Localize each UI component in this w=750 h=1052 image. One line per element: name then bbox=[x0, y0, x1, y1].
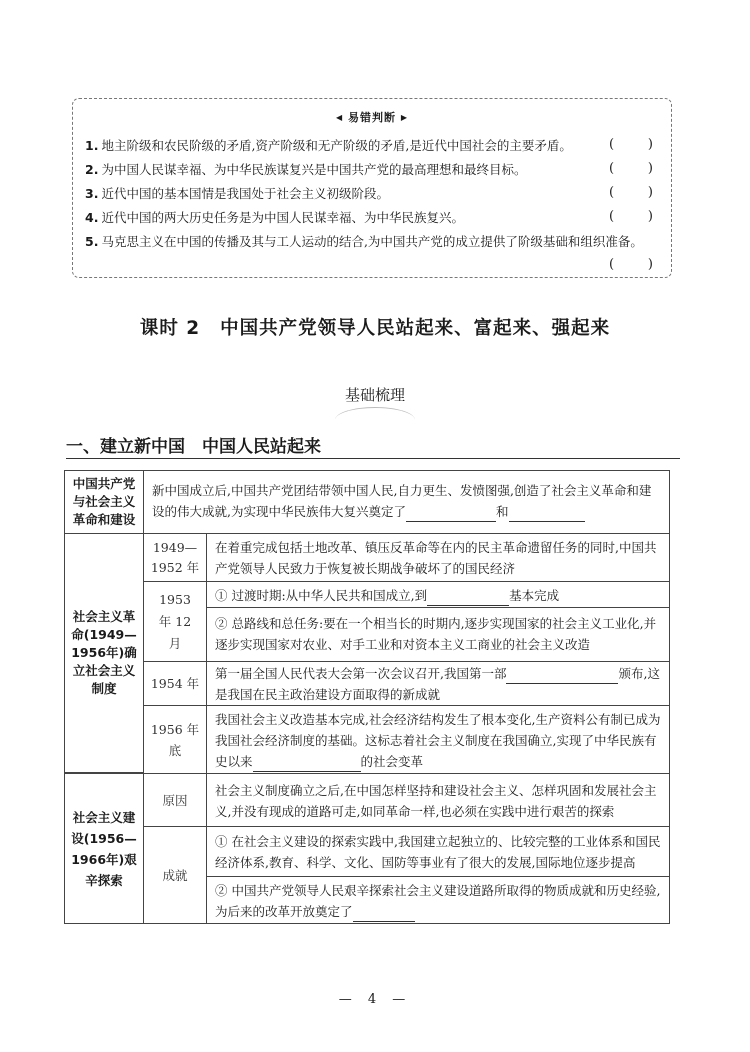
table-cell-text: ① 在社会主义建设的探索实践中,我国建立起独立的、比较完整的工业体系和国民经济体系,教育、科学、文化、国防等事业有了很大的发展,国际地位逐步提高 bbox=[206, 826, 670, 877]
date-cell: 1956 年底 bbox=[143, 705, 207, 774]
knowledge-table bbox=[64, 470, 670, 924]
table-cell-text: 第一届全国人民代表大会第一次会议召开,我国第一部 颁布,这是我国在民主政治建设方面取得的新成就 bbox=[206, 661, 670, 706]
table-row-header: 社会主义建设(1956—1966年)艰辛探索 bbox=[64, 773, 144, 924]
label-cell-achievement: 成就 bbox=[143, 826, 207, 924]
section-divider bbox=[66, 458, 680, 459]
heading-underline-decoration bbox=[335, 407, 415, 420]
answer-parentheses[interactable]: ( ) bbox=[609, 209, 653, 224]
section-heading-basic: 基础梳理 bbox=[344, 386, 405, 404]
mistake-box bbox=[72, 98, 672, 278]
table-cell-text: 新中国成立后,中国共产党团结带领中国人民,自力更生、发愤图强,创造了社会主义革命和建设的伟大成就,为实现中华民族伟大复兴奠定了 和 bbox=[143, 470, 670, 534]
mistake-item: 5. 马克思主义在中国的传播及其与工人运动的结合,为中国共产党的成立提供了阶级基础和组织准备。 bbox=[85, 234, 643, 249]
answer-parentheses[interactable]: ( ) bbox=[609, 161, 653, 176]
answer-parentheses[interactable]: ( ) bbox=[609, 257, 653, 272]
answer-parentheses[interactable]: ( ) bbox=[609, 185, 653, 200]
fill-blank[interactable] bbox=[253, 755, 361, 772]
table-cell-text: ② 总路线和总任务:要在一个相当长的时期内,逐步实现国家的社会主义工业化,并逐步实现国家对农业、对手工业和对资本主义工商业的社会主义改造 bbox=[206, 607, 670, 662]
table-cell-text: 在着重完成包括土地改革、镇压反革命等在内的民主革命遗留任务的同时,中国共产党领导人民致力于恢复被长期战争破坏了的国民经济 bbox=[206, 533, 670, 582]
date-cell: 1953 年 12 月 bbox=[143, 581, 207, 662]
table-row-header: 社会主义革命(1949—1956年)确立社会主义制度 bbox=[64, 533, 144, 773]
right-triangle-icon: ▶ bbox=[400, 113, 408, 122]
fill-blank[interactable] bbox=[506, 667, 618, 684]
table-row-header: 中国共产党与社会主义革命和建设 bbox=[64, 470, 144, 534]
table-cell-text: 我国社会主义改造基本完成,社会经济结构发生了根本变化,生产资料公有制已成为我国社会经济制度的基础。这标志着社会主义制度在我国确立,实现了中华民族有史以来 的社会变革 bbox=[206, 705, 670, 774]
fill-blank[interactable] bbox=[353, 905, 415, 922]
lesson-title: 课时 2 中国共产党领导人民站起来、富起来、强起来 bbox=[139, 318, 611, 339]
mistake-item: 2. 为中国人民谋幸福、为中华民族谋复兴是中国共产党的最高理想和最终目标。 bbox=[85, 162, 527, 177]
table-cell-text: ② 中国共产党领导人民艰辛探索社会主义建设道路所取得的物质成就和历史经验,为后来的改革开放奠定了 bbox=[206, 876, 670, 924]
label-cell-reason: 原因 bbox=[143, 773, 207, 827]
mistake-item: 3. 近代中国的基本国情是我国处于社会主义初级阶段。 bbox=[85, 186, 389, 201]
answer-parentheses[interactable]: ( ) bbox=[609, 137, 653, 152]
page-number: — 4 — bbox=[338, 992, 412, 1007]
mistake-item: 4. 近代中国的两大历史任务是为中国人民谋幸福、为中华民族复兴。 bbox=[85, 210, 464, 225]
date-cell: 1949—1952 年 bbox=[143, 533, 207, 582]
fill-blank[interactable] bbox=[406, 505, 496, 522]
mistake-box-title: ◀ 易错判断 ▶ bbox=[336, 111, 408, 124]
fill-blank[interactable] bbox=[509, 505, 585, 522]
fill-blank[interactable] bbox=[427, 589, 509, 606]
table-cell-text: ① 过渡时期:从中华人民共和国成立,到 基本完成 bbox=[206, 581, 670, 608]
mistake-item: 1. 地主阶级和农民阶级的矛盾,资产阶级和无产阶级的矛盾,是近代中国社会的主要矛盾。 bbox=[85, 138, 572, 153]
table-cell-text: 社会主义制度确立之后,在中国怎样坚持和建设社会主义、怎样巩固和发展社会主义,并没有现成的道路可走,如同革命一样,也必须在实践中进行艰苦的探索 bbox=[206, 773, 670, 827]
section-title: 一、建立新中国 中国人民站起来 bbox=[66, 437, 321, 457]
left-triangle-icon: ◀ bbox=[336, 113, 344, 122]
date-cell: 1954 年 bbox=[143, 661, 207, 706]
